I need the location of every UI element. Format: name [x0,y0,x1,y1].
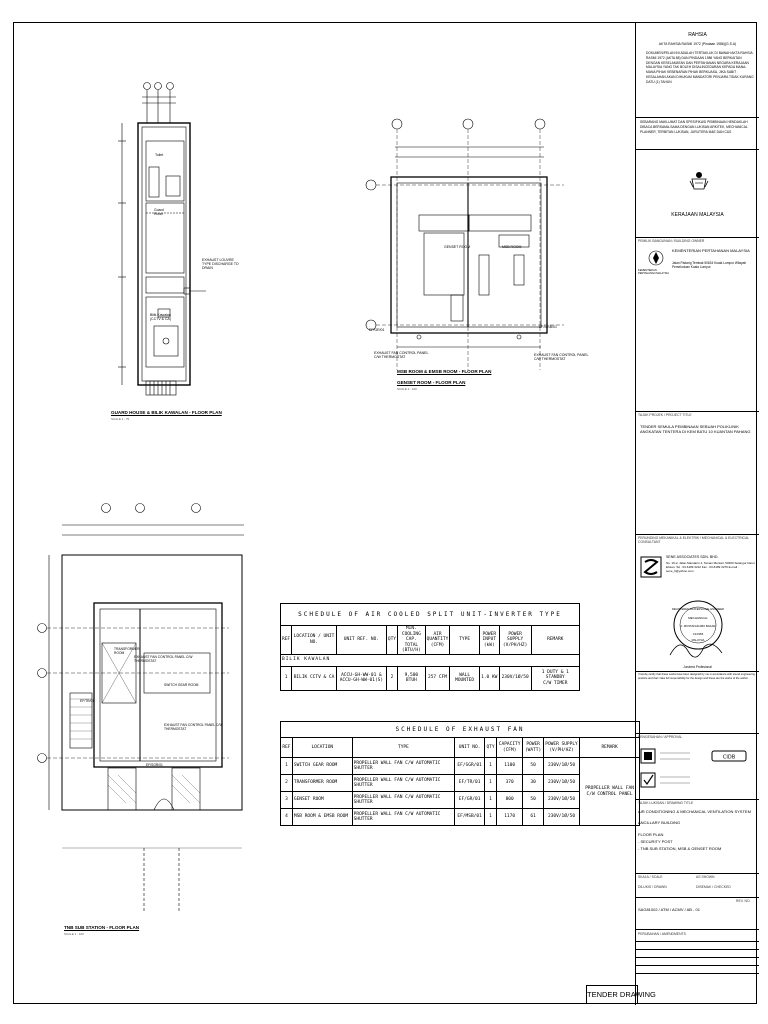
genset-room-title: GENSET ROOM - FLOOR PLAN [397,380,466,385]
ef-cell: 370 [496,775,522,792]
ef-cell: MSB ROOM & EMSB ROOM [292,809,352,826]
ef-cell: 230V/1Ø/50 [543,809,579,826]
th-ac-qty: QTY [386,626,397,655]
ef-cell: 50 [523,758,544,775]
tnb-substation-plan [34,503,254,923]
th-ac-ref: REF [281,626,292,655]
stamp-line-3: Ir. MUSTAFAR ABU BAKAR [680,624,716,628]
msb-scale: SCALE 1 : 100 [397,387,417,391]
perubahan-label: PERUBAHAN / AMENDMENTS [638,932,686,936]
tnb-note-control-panel-2: EXHAUST FAN CONTROL PANEL C/W THERMOSTAT [164,723,223,731]
ac-cell: 1.0 KW [479,666,499,690]
schedule-ac-title: SCHEDULE OF AIR COOLED SPLIT UNIT-INVERTER TYPE [281,604,580,626]
th-ef-location: LOCATION [292,738,352,758]
ac-cell: WALL MOUNTED [450,666,480,690]
ef-cell: PROPELLER WALL FAN C/W AUTOMATIC SHUTTER [352,809,455,826]
rahsia-label: RAHSIA [688,32,707,38]
th-ef-ref: REF [281,738,293,758]
pengesahan-label: PENGESAHAN / APPROVAL [638,735,683,739]
th-ef-type: TYPE [352,738,455,758]
th-ac-cooling: MIN. COOLING CAP. TOTAL (BTU/H) [398,626,426,655]
ac-cell: 257 CFM [425,666,450,690]
ef-cell: 1170 [496,809,522,826]
meta-checked: DISEMAK / CHECKED [696,885,731,889]
th-ac-type: TYPE [450,626,480,655]
ac-cell: 2 [386,666,397,690]
stamp-line-2: MECHANICAL [688,616,708,620]
drawing-sheet [13,22,757,1004]
schedule-ac-table [280,603,580,691]
ac-cell: 1 DUTY & 1 STANDBY C/W TIMER [531,666,579,690]
msb-room-title: MSB ROOM & EMSB ROOM - FLOOR PLAN [397,369,492,374]
ac-cell: BILIK CCTV & CA [292,666,337,690]
ministry-address: Jalan Padang Tembak 50634 Kuala Lumpur Wilayah Persekutuan Kuala Lumpur [672,261,747,270]
title-block [635,23,758,1005]
kerajaan-malaysia: KERAJAAN MALAYSIA [671,212,724,218]
general-note: SEBARANG MAKLUMAT DAN SPESIFIKASI PEMBINAAN HENDAKLAH DIBACA BERSAMA-SAMA DENGAN LUKISAN ARKITEK, MECHANICAL PLANNER, TERBITAN LUKISAN, JURUTERA M&E DAN C&S [640,120,748,134]
tajuk-lukisan-label: TAJUK LUKISAN / DRAWING TITLE [638,801,694,805]
signature-caption: Jurutera Profesional [683,665,712,669]
room-label-genset: GENSET ROOM [444,245,471,249]
ac-cell: 230V/1Ø/50 [499,666,531,690]
kementerian-name: KEMENTERIAN PERTAHANAN MALAYSIA [672,248,750,253]
th-ef-power: POWER (WATT) [523,738,544,758]
guard-house-title: GUARD HOUSE & BILIK KAWALAN - FLOOR PLAN [111,410,222,415]
firm-logo-icon [640,556,662,578]
room-label-switch-gear: SWITCH GEAR ROOM [164,683,199,687]
stamp-line-4: C10365 [692,632,704,636]
stamp-line-1: REGISTERED PROFESSIONAL ENGINEER [672,608,724,611]
schedule-ac-section: BILIK KAWALAN [281,654,580,666]
ef-cell: PROPELLER WALL FAN C/W AUTOMATIC SHUTTER [352,775,455,792]
room-label-toilet: Toilet [155,153,164,157]
ef-cell: PROPELLER WALL FAN C/W AUTOMATIC SHUTTER [352,792,455,809]
meta-scale: SKALA / SCALE [638,875,663,879]
guard-house-plan [94,81,234,421]
th-ac-airqty: AIR QUANTITY (CFM) [425,626,450,655]
ef-cell: 800 [496,792,522,809]
ef-cell: 230V/1Ø/50 [543,792,579,809]
ef-cell: 50 [523,792,544,809]
room-label-transformer: TRANSFORMER ROOM [114,647,140,655]
th-ef-remark: REMARK [580,738,640,758]
project-title: TENDER SEMULA PEMBINAAN SEBUAH POLIKLINIK ANGKATAN TENTERA DI KEM BATU 10 KUANTAN PAHANG [640,424,751,434]
ef-cell: 1 [485,809,497,826]
ef-cell: 3 [281,792,293,809]
room-label-msb: MSB ROOM [502,245,522,249]
th-ac-power: POWER INPUT (kW) [479,626,499,655]
tag-ef-sgr: EF/SGR/01 [146,763,163,767]
note-control-panel-right: EXHAUST FAN CONTROL PANEL C/W THERMOSTAT [534,353,589,361]
pemilik-label: PEMILIK BANGUNAN / BUILDING OWNER [638,239,705,243]
ef-cell: 1 [485,775,497,792]
tajuk-projek-label: TAJUK PROJEK / PROJECT TITLE [638,413,692,417]
akta-label: AKTA RAHSIA RASMI 1972 (Pindaan 1986)(G.S.A) [658,42,737,46]
secret-notice: DOKUMEN/PELAN INI ADALAH TERTAKLUK DI BAWAH AKTA RAHSIA RASMI 1972 (AKTA 88) DAN PINDAAN 1986 YANG BERKAITAN DENGAN KESELAMATAN DAN PERTAHANAN NEGARA KERAJAAN MALAYSIA YANG TAK BOLEH DISALINCEDARAN KEPADA MANA-MANA PIHAK KEBENARAN PIHAK BERKUASA, JIKA SABIT KESALAHAN AKAN DIHUKUM MANDATORI PENJARA TIDAK KURANG DATU (1) TAHUN [646,51,754,84]
th-ac-location: LOCATION / UNIT NO. [292,626,337,655]
ac-cell: 9,500 BTUH [398,666,426,690]
tag-ef-gr: EF/GR/01 [369,328,385,332]
drawing-title: AIR CONDITIONING & MECHANICAL VENTILATION SYSTEM [638,809,751,814]
ef-cell: 61 [523,809,544,826]
room-label-bilik-kawalan: Bilik Kawalan (CCTV & CA) [150,313,171,321]
ef-cell: 230V/1Ø/50 [543,758,579,775]
coat-of-arms-icon [688,169,710,191]
approval-icons [640,745,756,797]
th-ef-qty: QTY [485,738,497,758]
stamp-line-5: MALAYSIA [691,639,705,642]
ef-cell: 4 [281,809,293,826]
ef-cell: 1 [485,792,497,809]
room-label-guard-room: Guard Room [154,208,164,216]
ef-cell: PROPELLER WALL FAN C/W AUTOMATIC SHUTTER [352,758,455,775]
ef-cell: 2 [281,775,293,792]
ac-cell: 1 [281,666,292,690]
th-ef-capacity: CAPACITY (CFM) [496,738,522,758]
drawing-item-2: - SECURITY POST [638,839,673,844]
ef-cell: TRANSFORMER ROOM [292,775,352,792]
th-ef-unit: UNIT NO. [455,738,485,758]
schedule-ef-title: SCHEDULE OF EXHAUST FAN [281,722,640,738]
ef-cell: SWITCH GEAR ROOM [292,758,352,775]
ef-remark-merged: PROPELLER WALL FAN C/W CONTROL PANEL [580,758,640,826]
firm-address: No. 19-2, Jalan Mandarin 4, Taman Mentari, 50200 Selangor Darul Ehsan. Tel : 03-6189 3212 Fax : 03-6189 3276 E-mail : sene_tt@yahoo.com [666,561,755,574]
ef-cell: 1100 [496,758,522,775]
ef-cell: EF/MSB/01 [455,809,485,826]
schedule-ef-header [281,738,640,758]
note-control-panel-left: EXHAUST FAN CONTROL PANEL C/W THERMOSTAT [374,351,429,359]
certification-text: I hereby certify that these works have been designed by me in accordance with sound engineering practice and that I take full responsibility for the design and these are the works of the author. [638,673,755,680]
table-row [281,758,640,775]
ef-cell: 230V/1Ø/50 [543,775,579,792]
kementerian-sub: KEMENTERIAN PERTAHANAN MALAYSIA [638,269,669,276]
exhaust-louvre-note: EXHAUST LOUVRE TYPE DISCHARGE TO DRAIN [202,258,239,270]
drawing-item-3: - TNB SUB STATION, MSB & GENSET ROOM [638,846,722,851]
perunding-label: PERUNDING MEKANIKAL & ELEKTRIK / MECHANICAL & ELECTRICAL CONSULTANT [638,536,749,544]
rev-label: REV. NO. [736,899,751,903]
tag-ef-tr: EF/TR/01 [80,699,95,703]
drawing-item-1: FLOOR PLAN [638,832,664,837]
ef-cell: 1 [281,758,293,775]
schedule-ac-header [281,626,580,655]
tnb-title: TNB SUB STATION - FLOOR PLAN [64,925,140,930]
firm-name: SENE ASSOCIATES SDN. BHD. [666,555,719,559]
drawing-number: SAG81002 / ATM / ACMV / AB - 01 [638,907,700,912]
ef-cell: EF/SGR/01 [455,758,485,775]
ministry-logo-icon [648,249,664,267]
th-ac-supply: POWER SUPPLY (V/PH/HZ) [499,626,531,655]
schedule-ef-table [280,721,640,826]
tag-ef-msb: EF/MSB/01 [539,325,557,329]
th-ac-unitref: UNIT REF. NO. [336,626,386,655]
ef-cell: 1 [485,758,497,775]
signature-icon [666,635,726,661]
meta-as-shown: AS SHOWN [696,875,715,879]
tnb-note-control-panel-1: EXHAUST FAN CONTROL PANEL C/W THERMOSTAT [134,655,193,663]
tender-drawing-label: TENDER DRAWING [586,985,638,1004]
ef-cell: EF/GR/01 [455,792,485,809]
svg-text:CIDB: CIDB [722,754,736,761]
th-ac-remark: REMARK [531,626,579,655]
ef-cell: 30 [523,775,544,792]
meta-drawn: DILUKIS / DRAWN [638,885,667,889]
ef-cell: EF/TR/01 [455,775,485,792]
msb-genset-plan [359,115,589,385]
ac-cell: ACCU-GH-WW-01 & ACCU-GH-WW-01(S) [336,666,386,690]
th-ef-supply: POWER SUPPLY (V/PH/HZ) [543,738,579,758]
tnb-scale: SCALE 1 : 100 [64,932,84,936]
ef-cell: GENSET ROOM [292,792,352,809]
table-row [281,666,580,690]
guard-house-scale: SCALE 1 : 75 [111,417,130,421]
drawing-subtitle: ANCILLARY BUILDING [638,820,681,825]
